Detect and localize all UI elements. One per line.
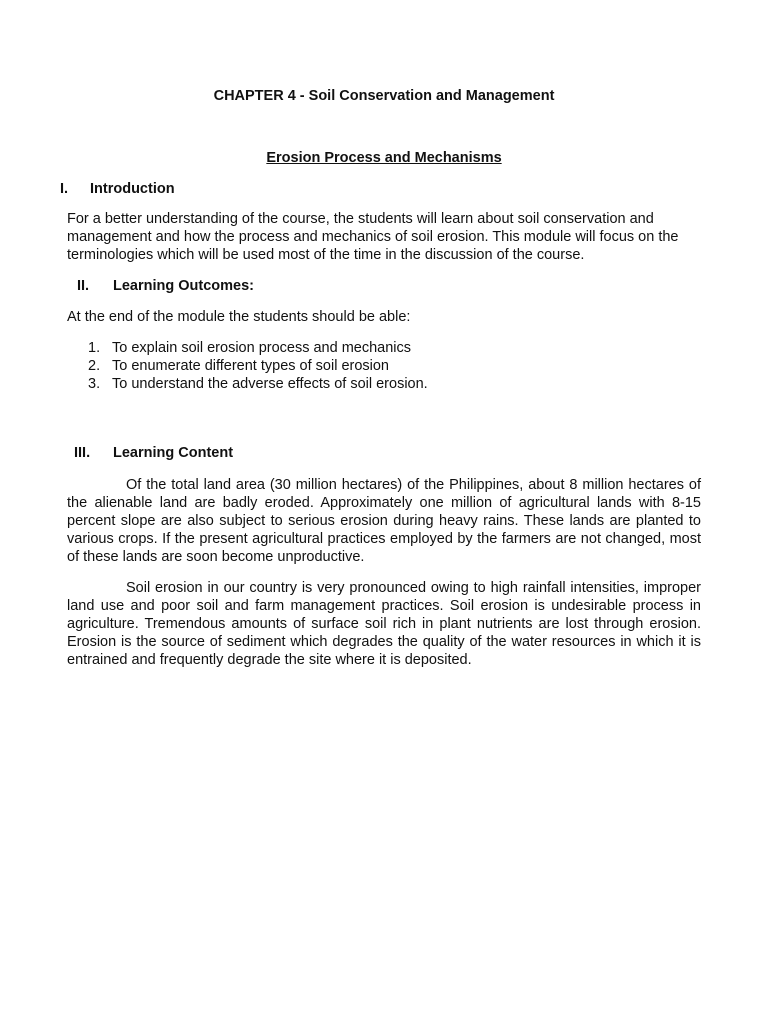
list-item-text: To understand the adverse effects of soil erosion. (112, 376, 428, 392)
section-heading-learning-outcomes (77, 278, 327, 296)
section-heading-text: Introduction (90, 181, 175, 197)
section-heading-learning-content (74, 445, 324, 463)
list-item (88, 339, 428, 357)
learning-outcomes-intro: At the end of the module the students should be able: (67, 309, 411, 325)
section-heading-text: Learning Content (113, 445, 234, 461)
list-item-number: 1. (88, 340, 101, 356)
section-subtitle: Erosion Process and Mechanisms (266, 150, 502, 166)
learning-outcomes-list (88, 339, 428, 393)
list-item-number: 2. (88, 358, 101, 374)
list-item (88, 357, 428, 375)
section-number: I. (60, 181, 69, 197)
introduction-paragraph: For a better understanding of the course, the students will learn about soil conservation and management and how the process and mechanics of soil erosion. This module will focus on the terminologies which will be used most of the time in the discussion of the course. (67, 211, 679, 263)
section-number: III. (74, 445, 91, 461)
chapter-title: CHAPTER 4 - Soil Conservation and Management (213, 88, 555, 104)
section-heading-text: Learning Outcomes: (113, 278, 254, 294)
section-number: II. (77, 278, 90, 294)
list-item-text: To enumerate different types of soil erosion (112, 358, 390, 374)
learning-content-paragraph-2: Soil erosion in our country is very pronounced owing to high rainfall intensities, improper land use and poor soil and farm management practices. Soil erosion is undesirable process in agriculture. Tremendous amounts of surface soil rich in plant nutrients are lost through erosion. Erosion is the source of sediment which degrades the quality of the water resources in which it is entrained and frequently degrade the site where it is deposited. (67, 580, 701, 668)
section-heading-introduction (60, 181, 260, 199)
learning-content-paragraph-1: Of the total land area (30 million hectares) of the Philippines, about 8 million hectares of the alienable land are badly eroded. Approximately one million of agricultural lands with 8-15 percent slope are also subject to serious erosion during heavy rains. These lands are planted to various crops. If the present agricultural practices employed by the farmers are not changed, most of these lands are soon become unproductive. (67, 477, 701, 565)
list-item-number: 3. (88, 376, 101, 392)
list-item (88, 375, 428, 393)
list-item-text: To explain soil erosion process and mechanics (112, 340, 412, 356)
